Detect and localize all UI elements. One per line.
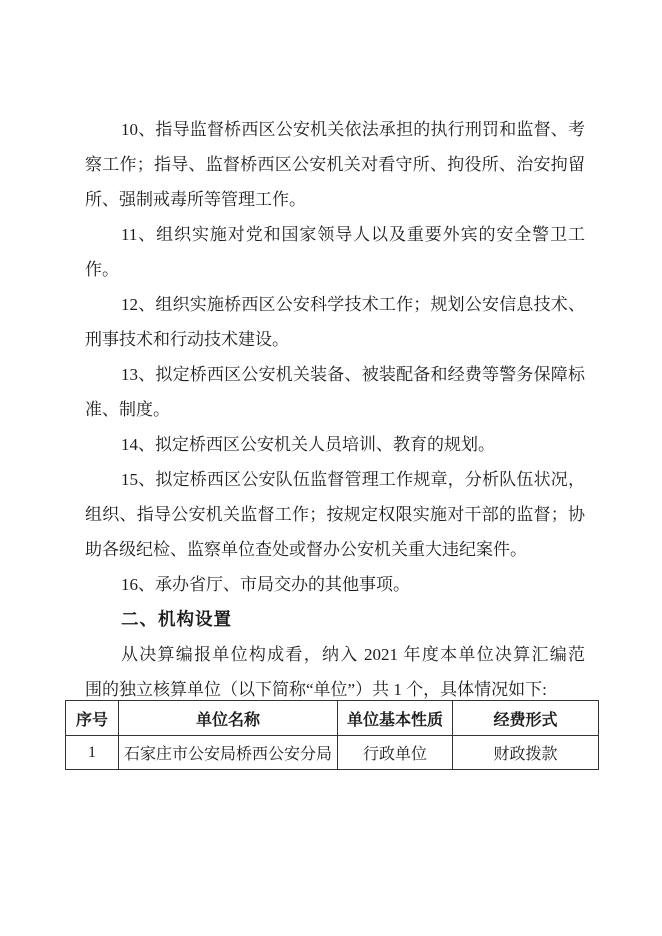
table-cell-name: 石家庄市公安局桥西公安分局 [119, 736, 338, 770]
text-line: 作。 [85, 260, 119, 279]
section-heading: 二、机构设置 [121, 609, 232, 629]
table-header-funding: 经费形式 [453, 701, 599, 736]
text-line: 察工作；指导、监督桥西区公安机关对看守所、拘役所、治安拘留 [85, 155, 585, 174]
text-line: 10、指导监督桥西区公安机关依法承担的执行刑罚和监督、考 [121, 120, 585, 139]
table-cell-nature: 行政单位 [338, 736, 453, 770]
text-line: 从决算编报单位构成看，纳入 2021 年度本单位决算汇编范 [121, 645, 585, 664]
text-line: 刑事技术和行动技术建设。 [85, 330, 289, 349]
table-header-row [66, 701, 599, 736]
text-line: 围的独立核算单位（以下简称“单位”）共 1 个，具体情况如下: [85, 680, 547, 699]
table-header-nature: 单位基本性质 [338, 701, 453, 736]
unit-table [65, 700, 599, 770]
text-line: 组织、指导公安机关监督工作；按规定权限实施对干部的监督；协 [85, 505, 585, 524]
table-cell-funding: 财政拨款 [453, 736, 599, 770]
text-line: 所、强制戒毒所等管理工作。 [85, 190, 306, 209]
body-text [85, 112, 585, 707]
table-row [66, 736, 599, 770]
text-line: 准、制度。 [85, 400, 170, 419]
table-header-index: 序号 [66, 701, 119, 736]
text-line: 15、拟定桥西区公安队伍监督管理工作规章，分析队伍状况， [121, 470, 585, 489]
text-line: 11、组织实施对党和国家领导人以及重要外宾的安全警卫工 [121, 225, 585, 244]
text-line: 助各级纪检、监察单位查处或督办公安机关重大违纪案件。 [85, 540, 527, 559]
table-cell-index: 1 [66, 736, 119, 770]
text-line: 16、承办省厅、市局交办的其他事项。 [121, 575, 410, 594]
text-line: 13、拟定桥西区公安机关装备、被装配备和经费等警务保障标 [121, 365, 585, 384]
text-line: 12、组织实施桥西区公安科学技术工作；规划公安信息技术、 [121, 295, 585, 314]
table-header-name: 单位名称 [119, 701, 338, 736]
text-line: 14、拟定桥西区公安机关人员培训、教育的规划。 [121, 435, 495, 454]
